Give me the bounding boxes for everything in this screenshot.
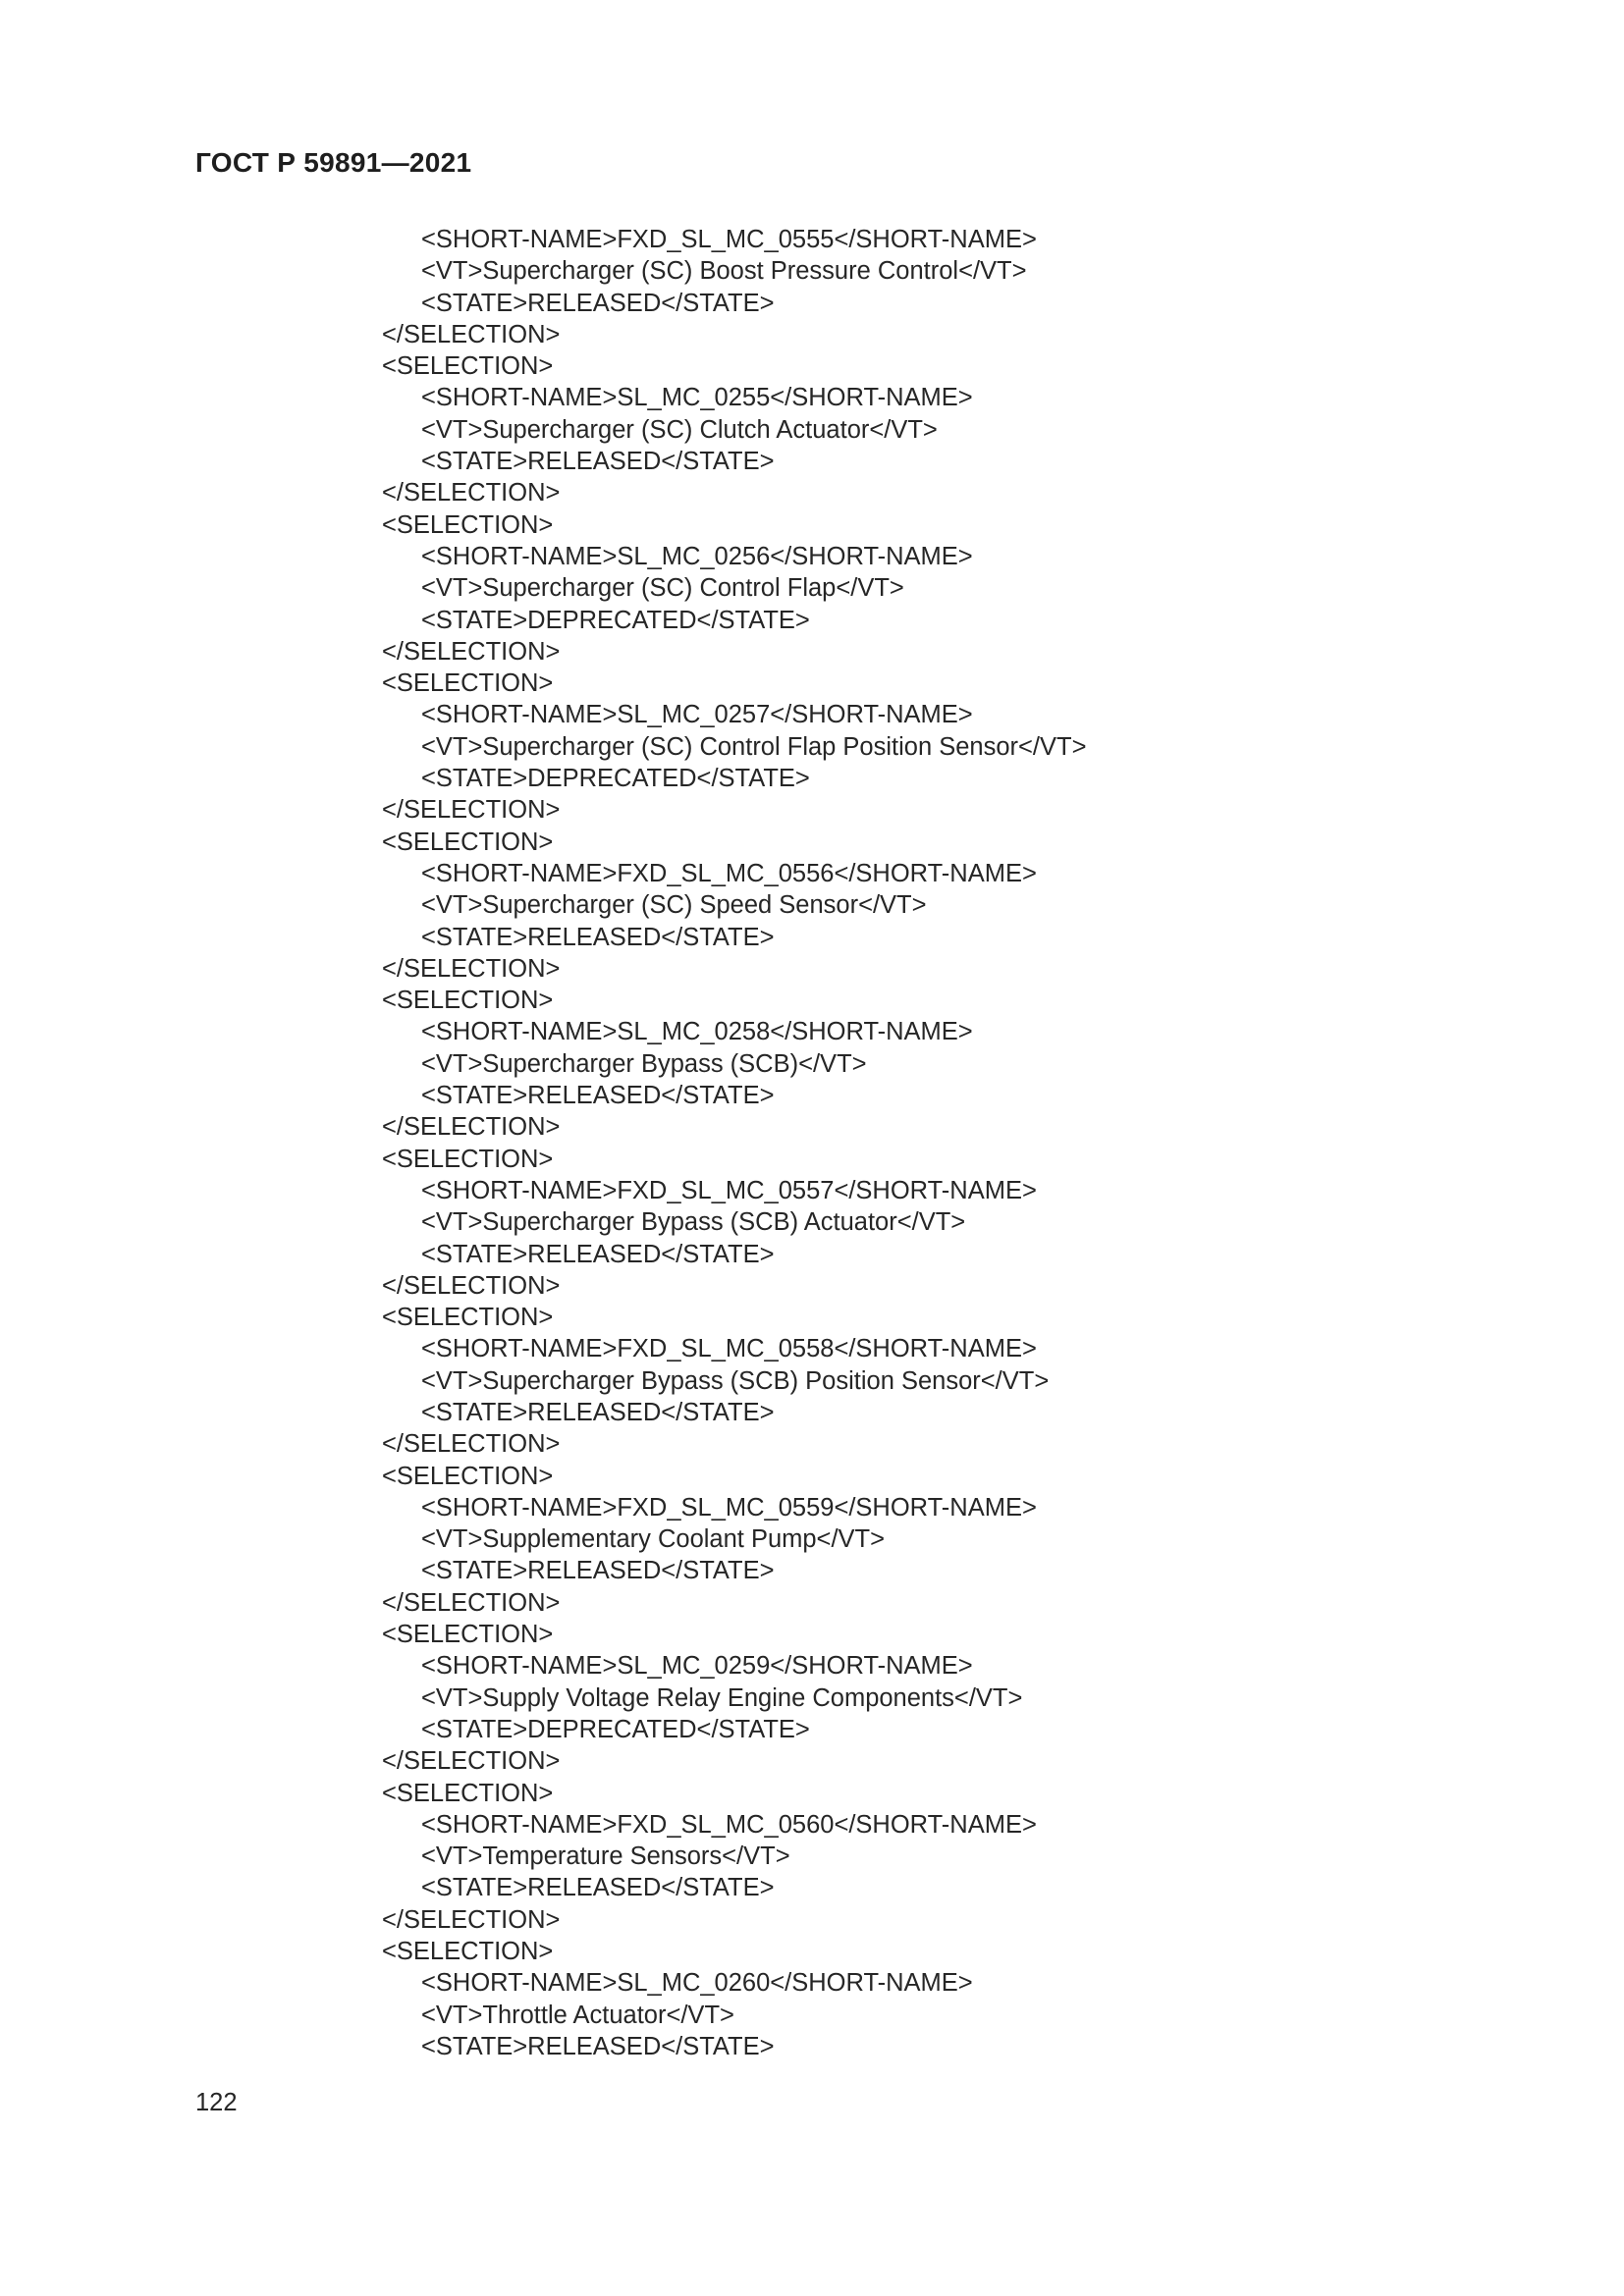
code-line: <SELECTION>	[382, 669, 554, 698]
code-line: <SHORT-NAME>FXD_SL_MC_0556</SHORT-NAME>	[421, 859, 1037, 887]
code-line: </SELECTION>	[382, 1905, 561, 1934]
code-line: <SHORT-NAME>SL_MC_0260</SHORT-NAME>	[421, 1969, 973, 1998]
xml-code-listing	[0, 224, 1624, 2062]
code-line: <VT>Supplementary Coolant Pump</VT>	[421, 1525, 886, 1554]
code-line: <STATE>RELEASED</STATE>	[421, 1398, 775, 1426]
code-line: <STATE>RELEASED</STATE>	[421, 448, 775, 476]
code-line: <SELECTION>	[382, 1145, 554, 1173]
code-line: <SHORT-NAME>FXD_SL_MC_0559</SHORT-NAME>	[421, 1493, 1037, 1522]
code-line: <STATE>RELEASED</STATE>	[421, 289, 775, 317]
code-line: <SHORT-NAME>FXD_SL_MC_0555</SHORT-NAME>	[421, 226, 1037, 253]
code-line: </SELECTION>	[382, 1747, 561, 1776]
page-number: 122	[195, 2089, 238, 2116]
code-line: <VT>Supercharger Bypass (SCB)</VT>	[421, 1049, 867, 1078]
code-line: <SHORT-NAME>SL_MC_0258</SHORT-NAME>	[421, 1018, 973, 1046]
code-line: <VT>Temperature Sensors</VT>	[421, 1842, 790, 1871]
code-line: </SELECTION>	[382, 1271, 561, 1300]
code-line: <SELECTION>	[382, 1621, 554, 1649]
code-line: <SELECTION>	[382, 1462, 554, 1490]
code-line: <SHORT-NAME>SL_MC_0257</SHORT-NAME>	[421, 701, 973, 729]
code-line: <SHORT-NAME>FXD_SL_MC_0558</SHORT-NAME>	[421, 1335, 1037, 1363]
code-line: <STATE>DEPRECATED</STATE>	[421, 606, 810, 634]
code-line: <SELECTION>	[382, 352, 554, 381]
code-line: <VT>Supercharger Bypass (SCB) Actuator</VT>	[421, 1208, 966, 1237]
code-line: <SHORT-NAME>FXD_SL_MC_0557</SHORT-NAME>	[421, 1176, 1037, 1204]
code-line: <SELECTION>	[382, 987, 554, 1015]
code-line: <SELECTION>	[382, 1304, 554, 1332]
code-line: <VT>Supercharger (SC) Control Flap Position Sensor</VT>	[421, 732, 1087, 761]
code-line: <VT>Supercharger (SC) Speed Sensor</VT>	[421, 891, 927, 920]
code-line: </SELECTION>	[382, 1588, 561, 1617]
code-line: <STATE>RELEASED</STATE>	[421, 1082, 775, 1110]
code-line: <SHORT-NAME>SL_MC_0259</SHORT-NAME>	[421, 1652, 973, 1681]
code-line: <STATE>RELEASED</STATE>	[421, 1557, 775, 1585]
code-line: </SELECTION>	[382, 320, 561, 348]
code-line: <VT>Supercharger (SC) Clutch Actuator</VT>	[421, 415, 938, 444]
code-line: <VT>Supercharger (SC) Boost Pressure Control</VT>	[421, 257, 1027, 286]
document-header: ГОСТ Р 59891—2021	[195, 147, 472, 178]
code-line: <VT>Supercharger (SC) Control Flap</VT>	[421, 574, 904, 603]
code-line: </SELECTION>	[382, 479, 561, 507]
code-line: <SELECTION>	[382, 1779, 554, 1807]
code-line: <VT>Supply Voltage Relay Engine Components</VT>	[421, 1683, 1023, 1712]
code-line: <SELECTION>	[382, 510, 554, 539]
code-line: </SELECTION>	[382, 637, 561, 666]
code-line: <SHORT-NAME>FXD_SL_MC_0560</SHORT-NAME>	[421, 1810, 1037, 1839]
code-line: </SELECTION>	[382, 1430, 561, 1459]
code-line: <VT>Supercharger Bypass (SCB) Position Sensor</VT>	[421, 1366, 1050, 1395]
code-line: <SELECTION>	[382, 828, 554, 856]
code-line: <STATE>RELEASED</STATE>	[421, 1240, 775, 1268]
code-line: <STATE>DEPRECATED</STATE>	[421, 1715, 810, 1743]
code-line: <STATE>DEPRECATED</STATE>	[421, 765, 810, 793]
code-line: <SHORT-NAME>SL_MC_0256</SHORT-NAME>	[421, 542, 973, 570]
code-line: </SELECTION>	[382, 954, 561, 983]
code-line: </SELECTION>	[382, 1113, 561, 1142]
code-line: <STATE>RELEASED</STATE>	[421, 2032, 775, 2060]
code-line: <SHORT-NAME>SL_MC_0255</SHORT-NAME>	[421, 384, 973, 412]
code-line: <STATE>RELEASED</STATE>	[421, 923, 775, 951]
code-line: <STATE>RELEASED</STATE>	[421, 1874, 775, 1902]
code-line: <VT>Throttle Actuator</VT>	[421, 2001, 734, 2029]
code-line: <SELECTION>	[382, 1938, 554, 1966]
code-line: </SELECTION>	[382, 796, 561, 825]
